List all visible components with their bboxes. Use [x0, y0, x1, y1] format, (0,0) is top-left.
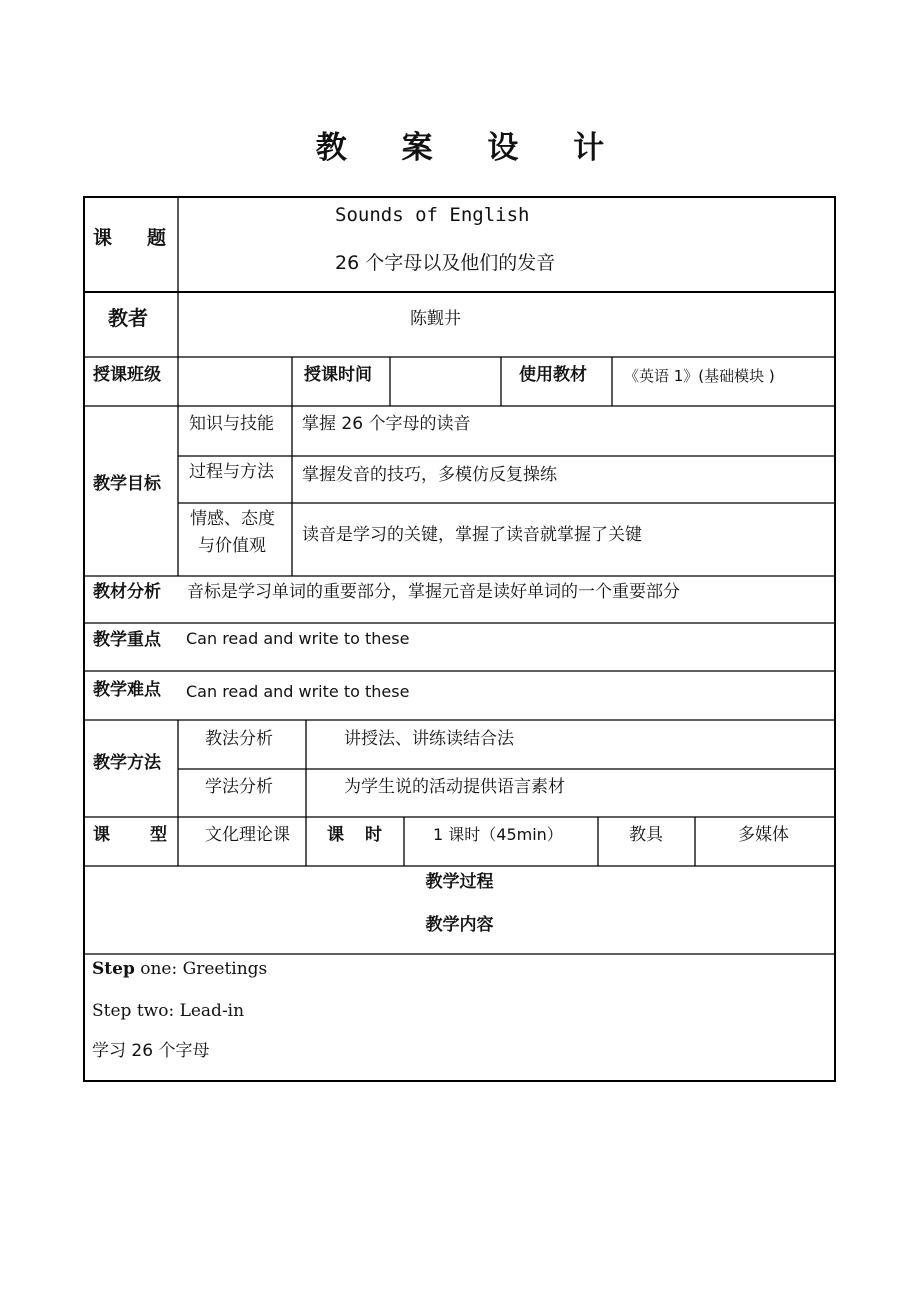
- class-label: 授课班级: [93, 365, 161, 385]
- lesson-type-label-a: 课: [93, 825, 110, 845]
- step-two: Step two: Lead-in: [92, 1001, 245, 1021]
- objective-name-line1: 情感、态度: [190, 509, 275, 529]
- objective-name-line2: 与价值观: [198, 536, 266, 556]
- time-label: 授课时间: [304, 365, 372, 385]
- methods-label: 教学方法: [93, 753, 161, 773]
- step-one-rest: one: Greetings: [134, 959, 268, 979]
- objective-name: 过程与方法: [189, 462, 274, 482]
- objective-value: 读音是学习的关键，掌握了读音就掌握了关键: [302, 525, 642, 545]
- objective-value: 掌握发音的技巧，多模仿反复操练: [302, 465, 557, 485]
- tools-label: 教具: [629, 825, 663, 845]
- lesson-hours-label-a: 课: [327, 825, 344, 845]
- lesson-hours-label-b: 时: [365, 825, 382, 845]
- difficulty-label: 教学难点: [93, 680, 161, 700]
- process-heading: 教学过程: [425, 872, 494, 892]
- step-one: [92, 957, 267, 981]
- method-value: 讲授法、讲练读结合法: [344, 729, 514, 749]
- key-point-label: 教学重点: [93, 630, 161, 650]
- lesson-type-value: 文化理论课: [205, 825, 290, 845]
- teacher-label: 教者: [108, 306, 148, 330]
- textbook-label: 使用教材: [519, 365, 587, 385]
- tools-value: 多媒体: [738, 825, 789, 845]
- textbook-value: 《英语 1》(基础模块 ): [624, 367, 775, 385]
- process-subheading: 教学内容: [425, 915, 494, 935]
- document-title: 教 案 设 计: [315, 130, 627, 166]
- method-name: 学法分析: [205, 777, 273, 797]
- lesson-type-label-b: 型: [150, 825, 167, 845]
- topic-label-a: 课: [93, 227, 113, 249]
- analysis-value: 音标是学习单词的重要部分，掌握元音是读好单词的一个重要部分: [187, 582, 680, 602]
- topic-label-b: 题: [147, 227, 167, 249]
- topic-chinese-title: 26 个字母以及他们的发音: [335, 252, 556, 274]
- method-name: 教法分析: [205, 729, 273, 749]
- step-three: 学习 26 个字母: [92, 1041, 210, 1061]
- topic-english-title: Sounds of English: [335, 204, 530, 226]
- objective-name: 知识与技能: [189, 414, 274, 434]
- objectives-label: 教学目标: [93, 474, 161, 494]
- analysis-label: 教材分析: [93, 582, 161, 602]
- teacher-name: 陈觐井: [410, 309, 461, 329]
- key-point-value: Can read and write to these: [186, 629, 410, 648]
- step-one-bold: Step: [92, 959, 135, 979]
- lesson-hours-value: 1 课时（45min）: [433, 825, 563, 844]
- objective-value: 掌握 26 个字母的读音: [302, 414, 471, 434]
- difficulty-value: Can read and write to these: [186, 682, 410, 701]
- method-value: 为学生说的活动提供语言素材: [344, 777, 565, 797]
